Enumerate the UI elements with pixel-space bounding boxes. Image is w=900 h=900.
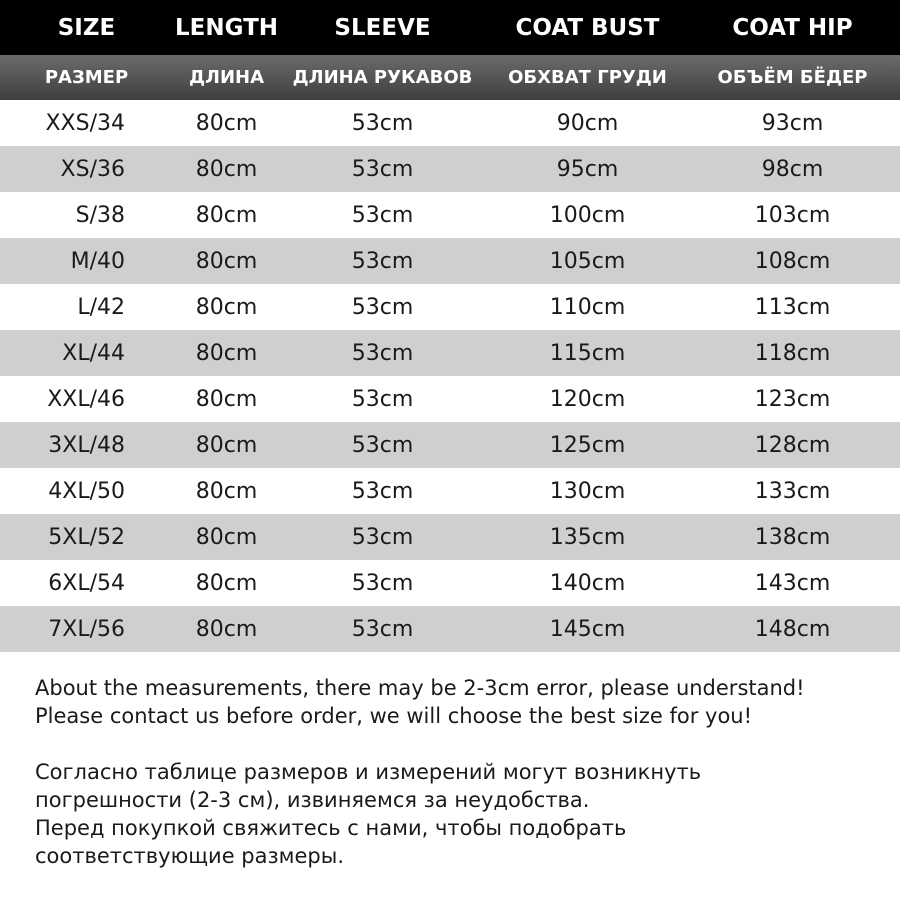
cell-coat-bust: 95cm <box>556 156 619 182</box>
table-row <box>0 560 900 606</box>
table-row <box>0 422 900 468</box>
cell-length: 80cm <box>195 156 258 182</box>
cell-sleeve: 53cm <box>351 616 414 642</box>
header-sleeve-ru: ДЛИНА РУКАВОВ <box>292 67 473 88</box>
cell-size <box>0 249 173 274</box>
table-row <box>0 146 900 192</box>
header-sleeve: SLEEVE <box>334 14 431 41</box>
cell-sleeve: 53cm <box>351 432 414 458</box>
cell-size <box>0 157 173 182</box>
table-row <box>0 514 900 560</box>
note-ru-line-2: погрешности (2-3 см), извиняемся за неудобства. <box>35 788 590 812</box>
table-row <box>0 284 900 330</box>
cell-size <box>0 571 173 596</box>
table-row <box>0 238 900 284</box>
note-ru-line-3: Перед покупкой свяжитесь с нами, чтобы подобрать <box>35 816 627 840</box>
table-row <box>0 606 900 652</box>
header-bust-ru: ОБХВАТ ГРУДИ <box>508 67 667 88</box>
header-row-russian <box>0 55 900 100</box>
size-label: 7XL/56 <box>48 616 125 642</box>
header-coat-hip: COAT HIP <box>732 14 853 41</box>
cell-coat-hip: 103cm <box>754 202 831 228</box>
table-row <box>0 330 900 376</box>
cell-size <box>0 387 173 412</box>
cell-coat-bust: 120cm <box>549 386 626 412</box>
cell-coat-hip: 118cm <box>754 340 831 366</box>
size-label: XS/36 <box>60 156 125 182</box>
cell-sleeve: 53cm <box>351 156 414 182</box>
note-en-line-1: About the measurements, there may be 2-3cm error, please understand! <box>35 676 805 700</box>
header-length-ru: ДЛИНА <box>188 67 265 88</box>
cell-coat-hip: 148cm <box>754 616 831 642</box>
size-label: 4XL/50 <box>48 478 125 504</box>
cell-coat-hip: 133cm <box>754 478 831 504</box>
note-ru-line-4: соответствующие размеры. <box>35 844 345 868</box>
cell-sleeve: 53cm <box>351 386 414 412</box>
cell-size <box>0 617 173 642</box>
cell-coat-hip: 93cm <box>761 110 824 136</box>
cell-coat-bust: 145cm <box>549 616 626 642</box>
cell-size <box>0 111 173 136</box>
size-label: XXL/46 <box>47 386 125 412</box>
size-label: 3XL/48 <box>48 432 125 458</box>
cell-size <box>0 525 173 550</box>
cell-coat-hip: 98cm <box>761 156 824 182</box>
cell-sleeve: 53cm <box>351 570 414 596</box>
header-size-ru: РАЗМЕР <box>44 67 129 88</box>
size-label: M/40 <box>70 248 125 274</box>
table-row <box>0 376 900 422</box>
cell-coat-hip: 138cm <box>754 524 831 550</box>
cell-coat-hip: 128cm <box>754 432 831 458</box>
table-row <box>0 468 900 514</box>
table-row <box>0 192 900 238</box>
cell-length: 80cm <box>195 340 258 366</box>
cell-coat-bust: 140cm <box>549 570 626 596</box>
cell-coat-bust: 110cm <box>549 294 626 320</box>
note-en-line-2: Please contact us before order, we will choose the best size for you! <box>35 704 753 728</box>
cell-length: 80cm <box>195 248 258 274</box>
cell-size <box>0 341 173 366</box>
cell-length: 80cm <box>195 570 258 596</box>
cell-sleeve: 53cm <box>351 294 414 320</box>
header-size: SIZE <box>57 14 116 41</box>
cell-size <box>0 479 173 504</box>
cell-length: 80cm <box>195 386 258 412</box>
cell-coat-bust: 115cm <box>549 340 626 366</box>
cell-coat-bust: 105cm <box>549 248 626 274</box>
cell-coat-hip: 113cm <box>754 294 831 320</box>
size-label: S/38 <box>75 202 125 228</box>
header-hip-ru: ОБЪЁМ БЁДЕР <box>717 67 868 88</box>
size-label: 5XL/52 <box>48 524 125 550</box>
cell-length: 80cm <box>195 202 258 228</box>
cell-sleeve: 53cm <box>351 202 414 228</box>
notes-spacer <box>35 730 885 758</box>
cell-coat-hip: 123cm <box>754 386 831 412</box>
note-ru-line-1: Согласно таблице размеров и измерений могут возникнуть <box>35 760 702 784</box>
cell-sleeve: 53cm <box>351 248 414 274</box>
cell-length: 80cm <box>195 524 258 550</box>
cell-coat-hip: 143cm <box>754 570 831 596</box>
cell-sleeve: 53cm <box>351 524 414 550</box>
cell-coat-bust: 135cm <box>549 524 626 550</box>
cell-length: 80cm <box>195 616 258 642</box>
cell-length: 80cm <box>195 294 258 320</box>
cell-sleeve: 53cm <box>351 110 414 136</box>
cell-coat-hip: 108cm <box>754 248 831 274</box>
cell-coat-bust: 125cm <box>549 432 626 458</box>
header-coat-bust: COAT BUST <box>515 14 660 41</box>
measurement-notes <box>35 674 885 870</box>
size-label: XXS/34 <box>45 110 125 136</box>
cell-length: 80cm <box>195 432 258 458</box>
size-label: XL/44 <box>62 340 125 366</box>
table-row <box>0 100 900 146</box>
cell-sleeve: 53cm <box>351 478 414 504</box>
cell-coat-bust: 90cm <box>556 110 619 136</box>
cell-length: 80cm <box>195 110 258 136</box>
cell-size <box>0 295 173 320</box>
cell-coat-bust: 130cm <box>549 478 626 504</box>
header-length: LENGTH <box>174 14 279 41</box>
size-label: 6XL/54 <box>48 570 125 596</box>
cell-sleeve: 53cm <box>351 340 414 366</box>
header-row-english <box>0 0 900 55</box>
cell-coat-bust: 100cm <box>549 202 626 228</box>
cell-length: 80cm <box>195 478 258 504</box>
table-body <box>0 100 900 652</box>
size-label: L/42 <box>77 294 125 320</box>
cell-size <box>0 433 173 458</box>
cell-size <box>0 203 173 228</box>
